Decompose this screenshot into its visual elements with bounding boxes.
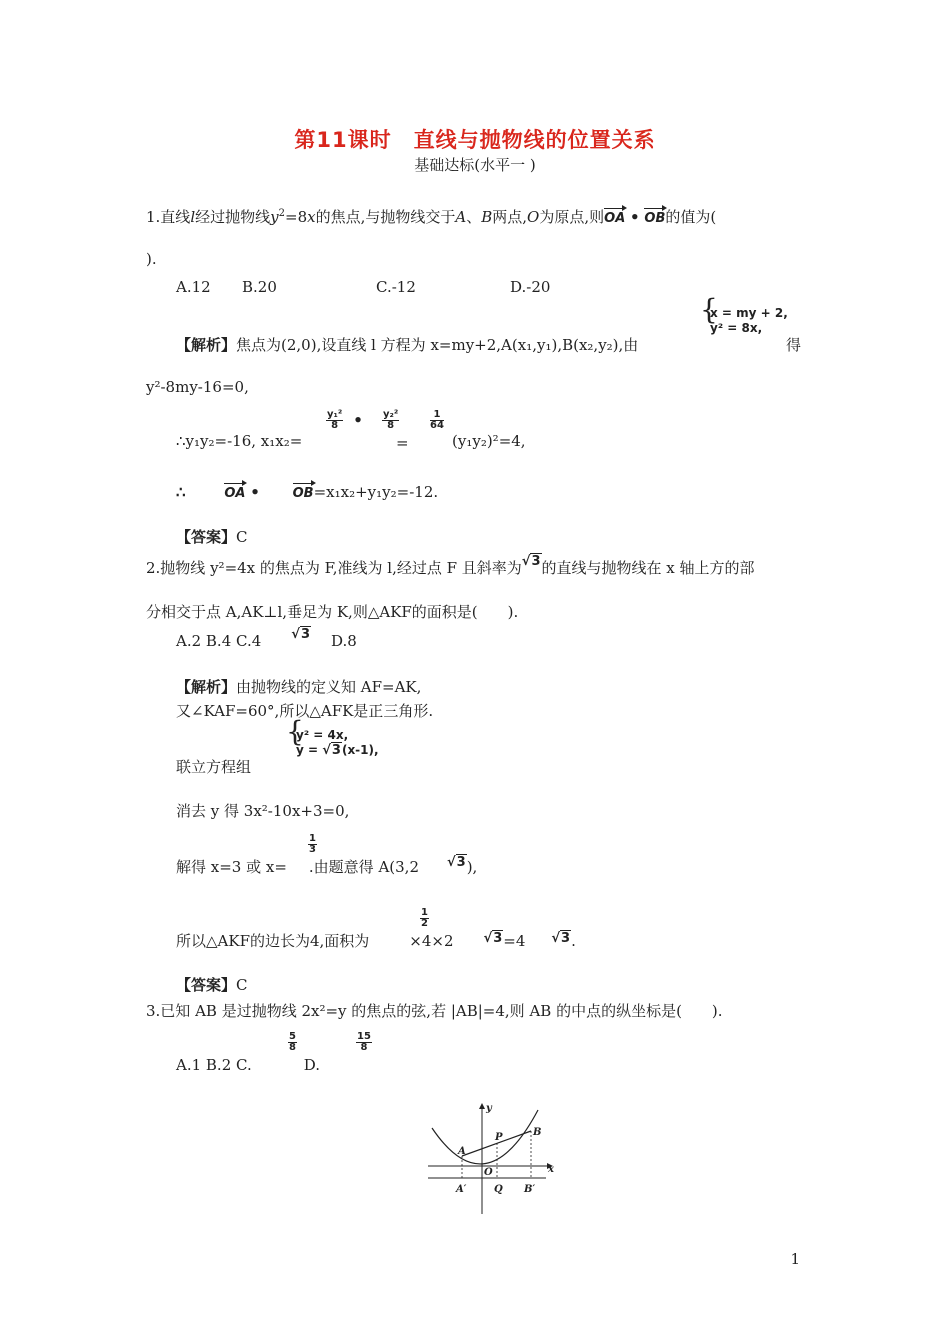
page-number: 1 (790, 1250, 800, 1268)
label-x: x (548, 1164, 554, 1175)
q2-equation-system: { y² = 4x, y = √3(x-1), (286, 715, 379, 758)
page-title: 第11课时 直线与抛物线的位置关系 (294, 128, 656, 152)
q1-option-a: A.12 (176, 278, 211, 296)
label-q: Q (494, 1184, 503, 1195)
q1-equation-system: { x = my + 2, y² = 8x, (700, 293, 788, 335)
q2-system-label: 联立方程组 (176, 758, 252, 776)
q2-solution-line5: 所以△AKF的边长为4,面积为 ×4×2 √3=4 √3. (176, 931, 576, 950)
q3-fraction-d: $\frac{15}{8}$ (357, 1031, 371, 1053)
q1-stem-end: ). (146, 250, 157, 268)
q2-fraction-1: $\frac{1}{3}$ (309, 833, 316, 855)
q1-option-b: B.20 (242, 278, 277, 296)
q2-stem-line2: 分相交于点 A,AK⊥l,垂足为 K,则△AKF的面积是( ). (146, 603, 519, 621)
label-o: O (484, 1167, 493, 1178)
page-subtitle: 基础达标(水平一 ) (414, 156, 536, 174)
q1-stem: 1.直线l经过抛物线$y^2=8x$的焦点,与抛物线交于A、B两点,O为原点,则OA • OB的值为( (146, 208, 717, 226)
q1-solution-line1: 【解析】焦点为(2,0),设直线 l 方程为 x=my+2,A(x₁,y₁),B(x₂,y₂),由 (176, 336, 639, 354)
q1-options (176, 278, 550, 296)
vector-oa: OA (604, 207, 625, 226)
parabola-curve (432, 1110, 538, 1164)
q2-answer: 【答案】C (176, 976, 248, 994)
label-b: B (533, 1127, 542, 1138)
vector-ob: OB (644, 207, 665, 226)
label-p: P (495, 1132, 503, 1143)
q1-de: 得 (786, 336, 802, 354)
q2-stem-line1: 2.抛物线 y²=4x 的焦点为 F,准线为 l,经过点 F 且斜率为√3的直线与抛物线在 x 轴上方的部 (146, 554, 755, 577)
q1-solution-line4: ∴ OA • OB=x₁x₂+y₁y₂=-12. (176, 483, 439, 501)
label-b-prime: B′ (524, 1184, 536, 1195)
q1-solution-line3b: (y₁y₂)²=4, (452, 432, 526, 450)
q2-solution-line4: 解得 x=3 或 x= .由题意得 A(3,2 √3), (176, 855, 478, 876)
q3-stem: 3.已知 AB 是过抛物线 2x²=y 的焦点的弦,若 |AB|=4,则 AB 的中点的纵坐标是( ). (146, 1002, 723, 1020)
q3-fraction-c: $\frac{5}{8}$ (289, 1031, 296, 1053)
q1-fraction-3: $\frac{1}{64}$ (430, 409, 444, 431)
q1-option-d: D.-20 (510, 278, 551, 296)
parabola-figure (426, 1098, 560, 1218)
q1-fraction-2: $\frac{\text{y₂²}}{8}$ (383, 409, 399, 431)
q1-solution-line2: y²-8my-16=0, (146, 378, 249, 396)
q2-solution-line1: 【解析】由抛物线的定义知 AF=AK, (176, 678, 422, 696)
q2-options: A.2 B.4 C.4 √3 D.8 (176, 627, 357, 650)
q2-fraction-2: $\frac{1}{2}$ (421, 907, 428, 929)
q1-answer: 【答案】C (176, 528, 248, 546)
label-a-prime: A′ (456, 1184, 467, 1195)
q1-eq: = (396, 434, 409, 452)
q2-solution-line3: 消去 y 得 3x²-10x+3=0, (176, 802, 350, 820)
label-a: A (458, 1146, 466, 1157)
label-y: y (486, 1103, 492, 1114)
q1-option-c: C.-12 (376, 278, 416, 296)
q1-solution-line3: ∴y₁y₂=-16, x₁x₂= (176, 432, 303, 450)
q2-solution-line2: 又∠KAF=60°,所以△AFK是正三角形. (176, 702, 434, 720)
q1-fraction-1: $\frac{\text{y₁²}}{8}$ • (327, 409, 363, 431)
q3-options: A.1 B.2 C. D. (176, 1056, 320, 1074)
